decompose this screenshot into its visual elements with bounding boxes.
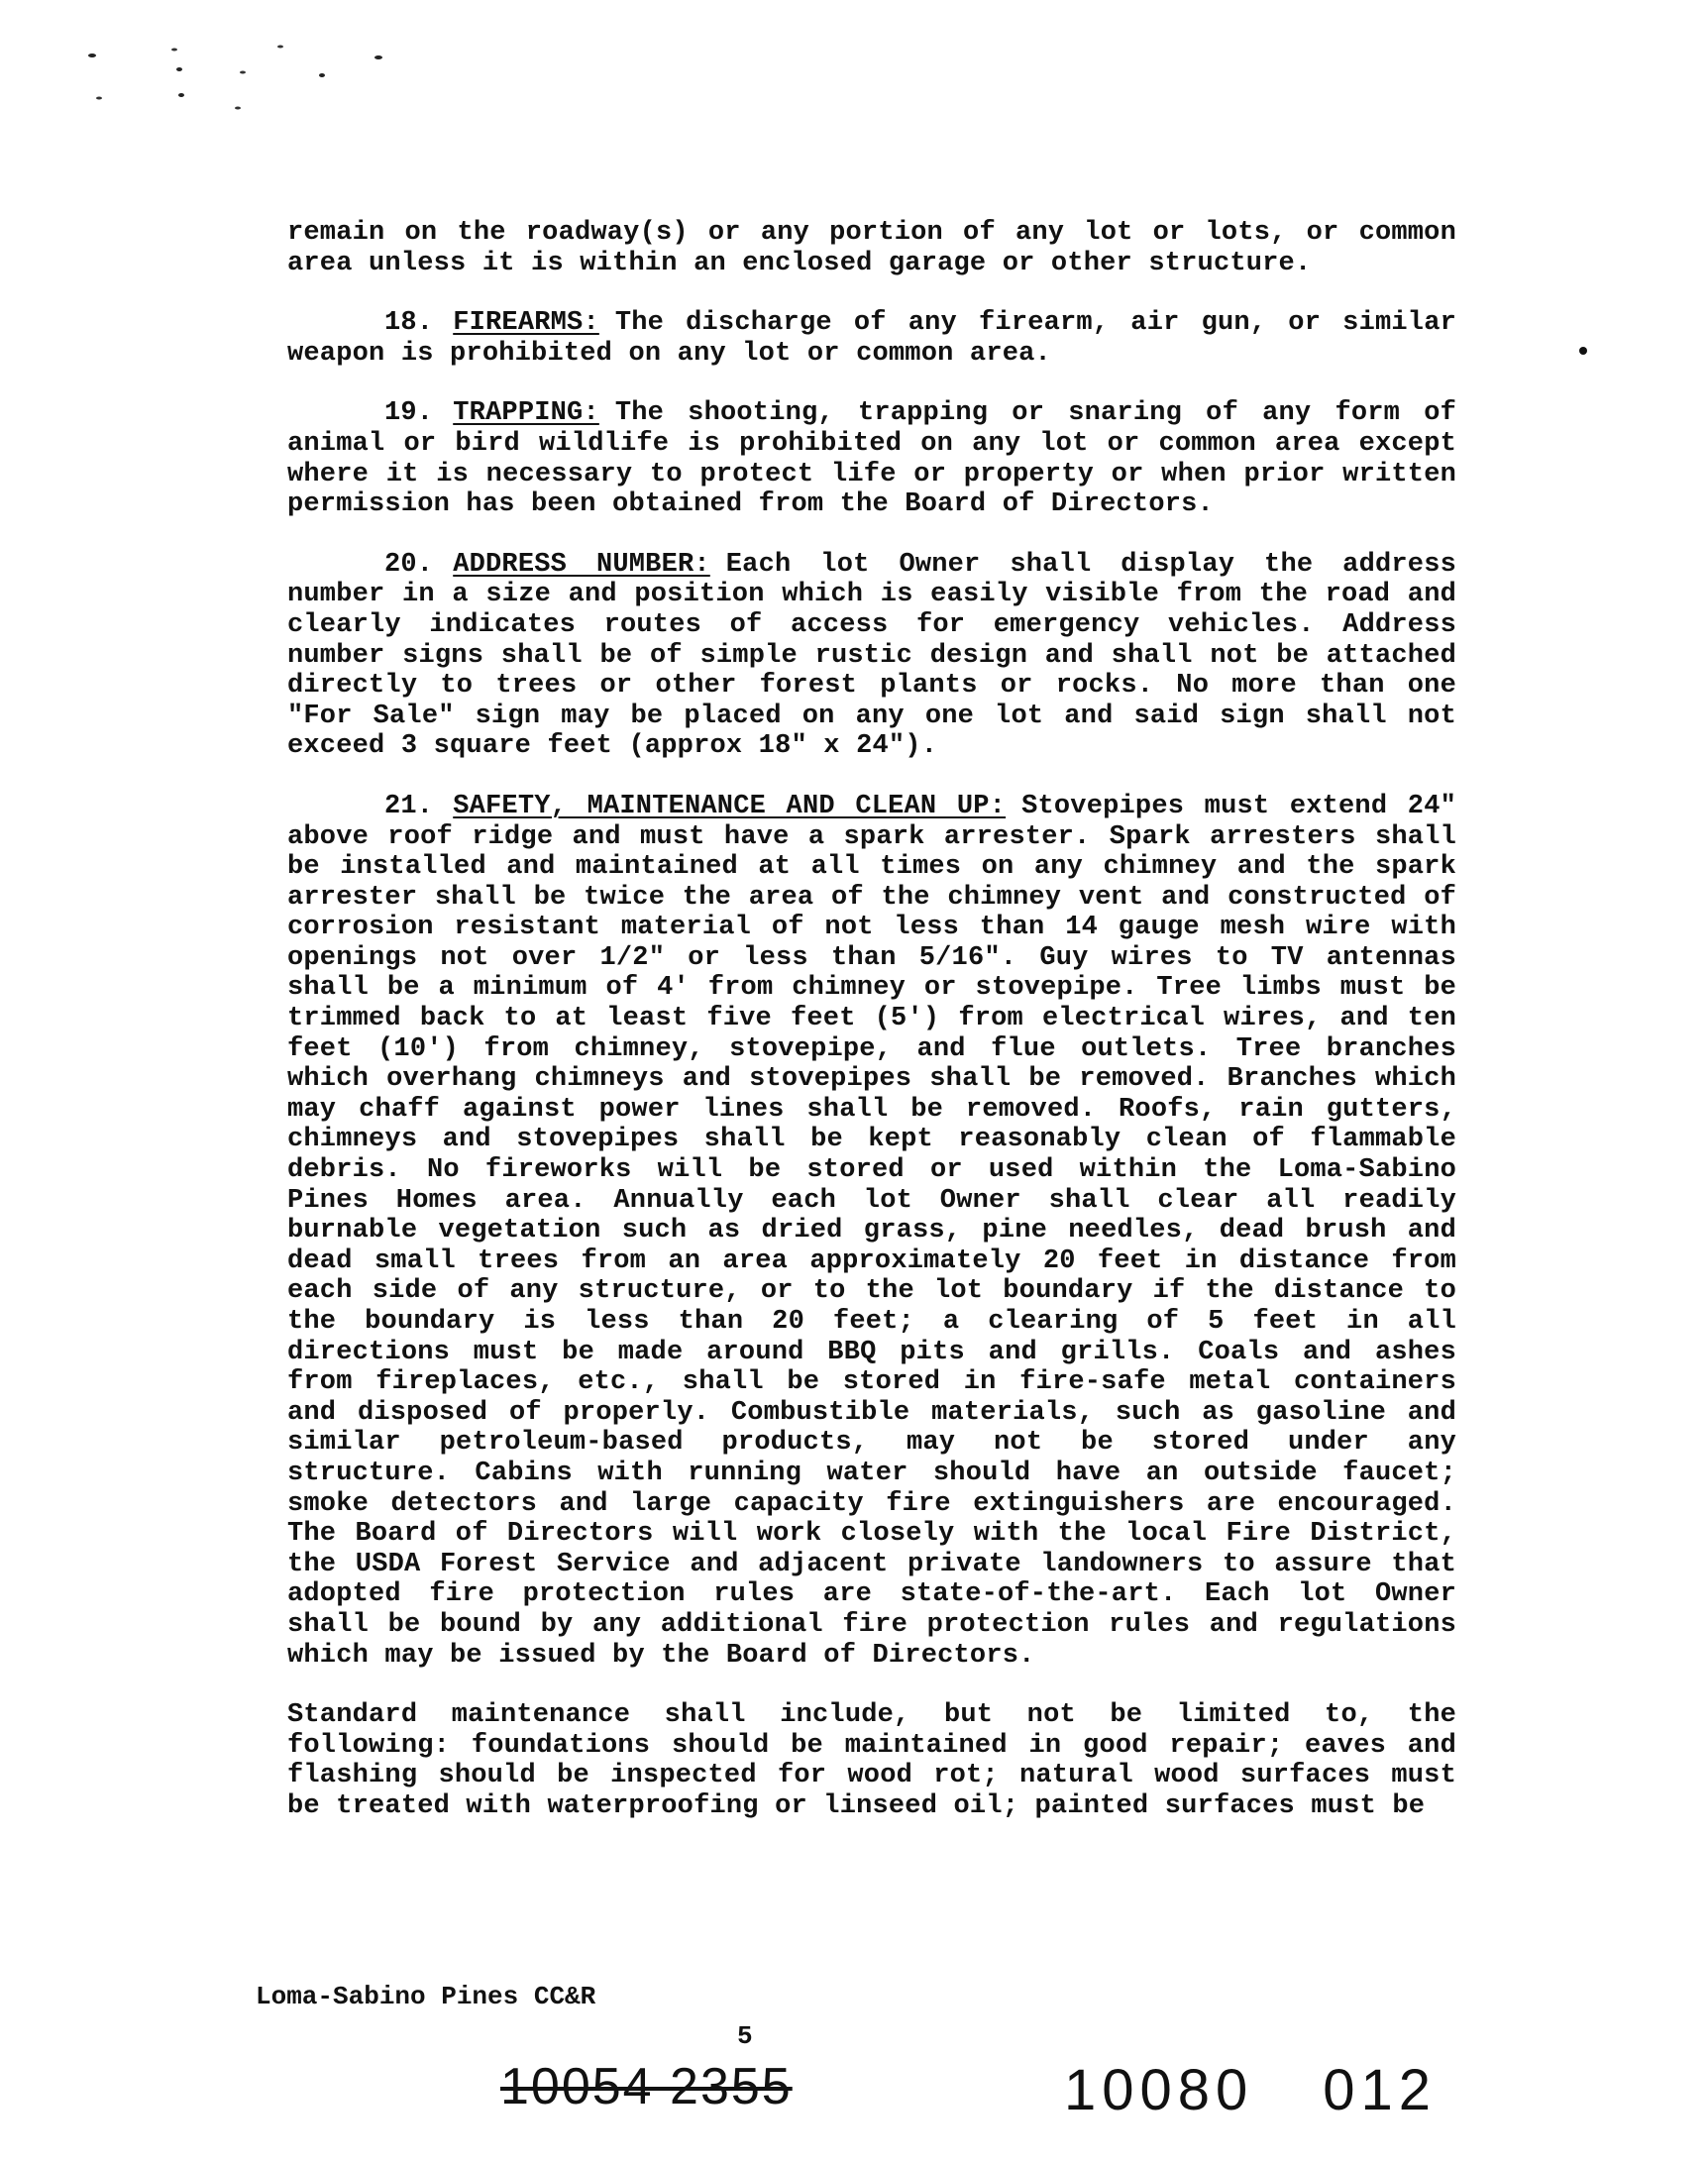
scan-speck — [277, 46, 283, 49]
scan-speck — [178, 93, 184, 97]
footer-document-title: Loma-Sabino Pines CC&R — [256, 1982, 596, 2011]
body-text — [287, 218, 1456, 1852]
section-safety-maintenance — [287, 792, 1456, 1671]
section-heading: SAFETY, MAINTENANCE AND CLEAN UP: — [453, 791, 1007, 821]
section-address-number — [287, 550, 1456, 762]
scan-speck — [240, 71, 246, 74]
page-number: 5 — [737, 2021, 753, 2051]
section-number: 20. — [384, 549, 434, 580]
scan-speck — [1579, 347, 1587, 355]
scan-speck — [319, 73, 325, 77]
scan-speck — [176, 67, 182, 71]
section-body: The discharge of any firearm, air gun, or similar weapon is prohibited on any lot or common area. — [287, 308, 1456, 369]
scan-speck — [235, 107, 241, 110]
scan-speck — [88, 54, 96, 57]
section-number: 18. — [384, 308, 434, 339]
section-heading: ADDRESS NUMBER: — [453, 549, 710, 580]
section-body: The shooting, trapping or snaring of any form of animal or bird wildlife is prohibited on any lot or common area except where it is necessary to protect life or property or when prior written permission has been obtained from the Board of Directors. — [287, 398, 1456, 520]
scan-speck — [171, 49, 177, 52]
section-body: Each lot Owner shall display the address number in a size and position which is easily visible from the road and clearly indicates routes of access for emergency vehicles. Address number signs shall be of simple rustic design and shall not be attached directly to trees or other forest plants or rocks. No more than one "For Sale" sign may be placed on any one lot and said sign shall not exceed 3 square feet (approx 18" x 24"). — [287, 549, 1456, 762]
section-heading: TRAPPING: — [453, 398, 599, 429]
section-heading: FIREARMS: — [453, 308, 599, 339]
section-body: Stovepipes must extend 24" above roof ridge and must have a spark arrester. Spark arresters shall be installed and maintained at all times on any chimney and the spark arrester shall be twice the area of the chimney vent and constructed of corrosion resistant material of not less than 14 gauge mesh wire with openings not over 1/2" or less than 5/16". Guy wires to TV antennas shall be a minimum of 4' from chimney or stovepipe. Tree limbs must be trimmed back to at least five feet (5') from electrical wires, and ten feet (10') from chimney, stovepipe, and flue outlets. Tree branches which overhang chimneys and stovepipes shall be removed. Branches which may chaff against power lines shall be removed. Roofs, rain gutters, chimneys and stovepipes shall be kept reasonably clean of flammable debris. No fireworks will be stored or used within the Loma-Sabino Pines Homes area. Annually each lot Owner shall clear all readily burnable vegetation such as dried grass, pine needles, dead brush and dead small trees from an area approximately 20 feet in distance from each side of any structure, or to the lot boundary if the distance to the boundary is less than 20 feet; a clearing of 5 feet in all directions must be made around BBQ pits and grills. Coals and ashes from fireplaces, etc., shall be stored in fire-safe metal containers and disposed of properly. Combustible materials, such as gasoline and similar petroleum-based products, may not be stored under any structure. Cabins with running water should have an outside faucet; smoke detectors and large capacity fire extinguishers are encouraged. The Board of Directors will work closely with the local Fire District, the USDA Forest Service and adjacent private landowners to assure that adopted fire protection rules are state-of-the-art. Each lot Owner shall be bound by any additional fire protection rules and regulations which may be issued by the Board of Directors. — [287, 791, 1456, 1671]
scan-speck — [96, 97, 102, 100]
struck-bates-number: 10054 2355 — [500, 2058, 793, 2115]
section-trapping — [287, 398, 1456, 519]
section-number: 19. — [384, 398, 434, 429]
scan-speck — [374, 55, 382, 59]
bates-number — [1064, 2057, 1437, 2123]
section-firearms — [287, 308, 1456, 369]
bates-prefix: 10080 — [1064, 2058, 1254, 2122]
lead-paragraph: remain on the roadway(s) or any portion of any lot or lots, or common area unless it is within an enclosed garage or other structure. — [287, 218, 1456, 278]
bates-sequence: 012 — [1323, 2058, 1438, 2122]
closing-paragraph: Standard maintenance shall include, but not be limited to, the following: foundations should be maintained in good repair; eaves and flashing should be inspected for wood rot; natural wood surfaces must be treated with waterproofing or linseed oil; painted surfaces must be — [287, 1700, 1456, 1821]
section-number: 21. — [384, 791, 434, 821]
